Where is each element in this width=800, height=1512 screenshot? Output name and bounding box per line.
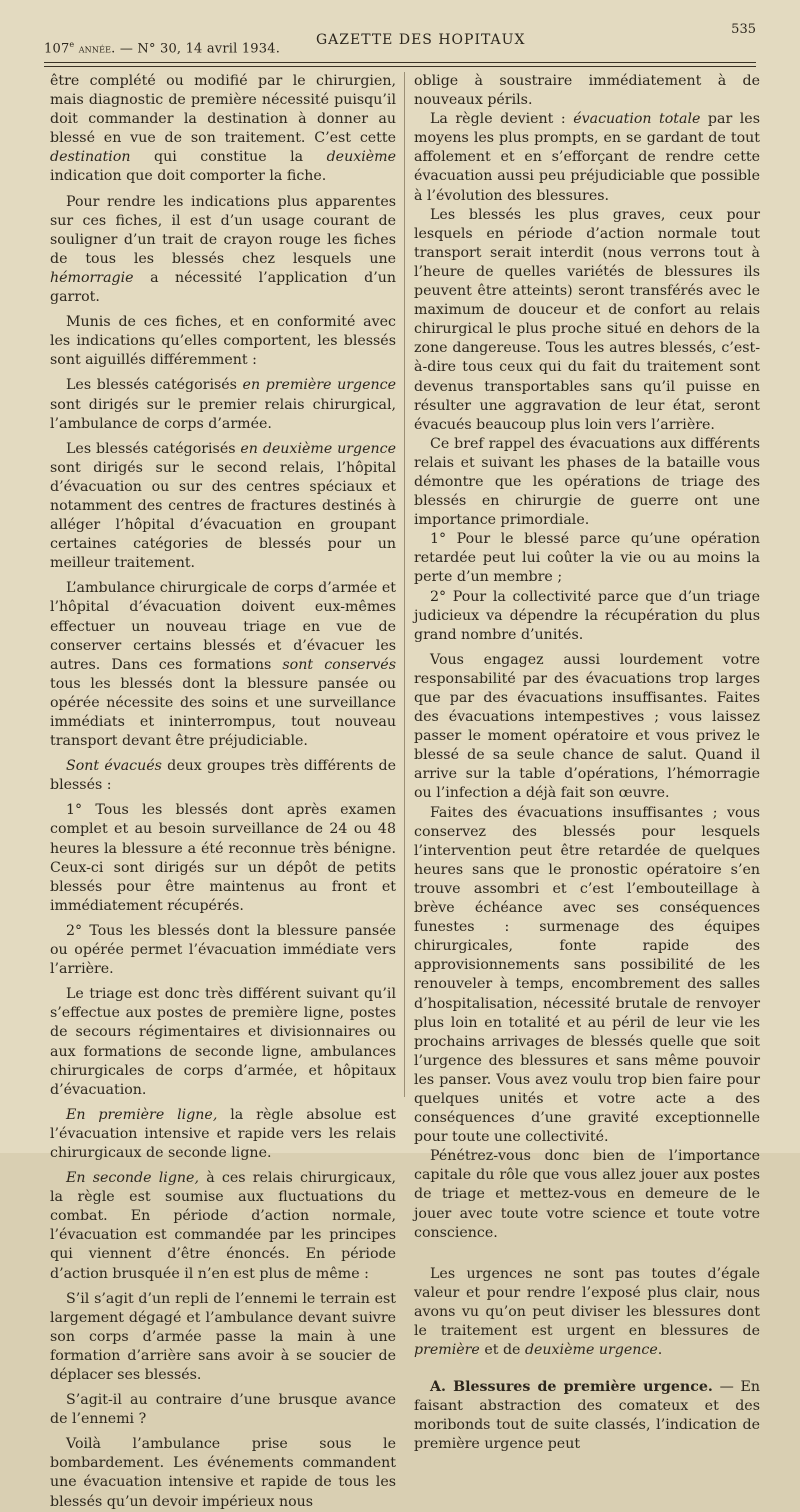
section-heading-paragraph: A. Blessures de première urgence. — En faisant abstraction des comateux et des moribonds tout de suite classés, l’indication de première urgence peut: [414, 1379, 760, 1453]
paragraph: 1° Pour le blessé parce qu’une opération retardée peut lui coûter la vie ou au moins la perte d’un membre ;: [414, 531, 760, 586]
paragraph: 2° Pour la collectivité parce que d’un triage judicieux va dépendre la récupération du plus grand nombre d’unités.: [414, 588, 760, 643]
paragraph: Les blessés catégorisés en première urgence sont dirigés sur le premier relais chirurgical, l’ambulance de corps d’armée.: [50, 377, 396, 432]
page-header: [44, 22, 756, 56]
paragraph: Munis de ces fiches, et en conformité avec les indications qu’elles comportent, les blessés sont aiguillés différemment :: [50, 314, 396, 369]
paragraph: Le triage est donc très différent suivant qu’il s’effectue aux postes de première ligne, postes de secours régimentaires et divisionnaires ou aux formations de seconde ligne, ambulances chirurgicales de corps d’armée, et hôpitaux d’évacuation.: [50, 986, 396, 1098]
paragraph: Ce bref rappel des évacuations aux différents relais et suivant les phases de la bataille vous démontre que les opérations de triage des blessés en chirurgie de guerre ont une importance primordiale.: [414, 435, 760, 529]
paragraph: Sont évacués deux groupes très différents de blessés :: [50, 758, 396, 794]
paragraph: En seconde ligne, à ces relais chirurgicaux, la règle est soumise aux fluctuations du combat. En période d’action normale, l’évacuation est commandée par les principes qui viennent d’être énoncés. En période d’action brusquée il n’en est plus de même :: [50, 1170, 397, 1282]
paragraph: En première ligne, la règle absolue est l’évacuation intensive et rapide vers les relais chirurgicaux de seconde ligne.: [50, 1106, 396, 1161]
paragraph: Faites des évacuations insuffisantes ; vous conservez des blessés pour lesquels l’intervention peut être retardée de quelques heures sans que le pronostic opératoire s’en trouve assombri et c’est l’embouteillage à brève échéance avec ses conséquences funestes : surmenage des équipes chirurgicales, fonte rapide des approvisionnements sans possibilité de les renouveler à temps, encombrement des salles d’hospitalisation, nécessité brutale de renvoyer plus loin en totalité et au péril de leur vie les prochains arrivages de blessés quelle que soit l’urgence des blessures et sans même pouvoir les panser. Vous avez voulu trop bien faire pour quelques unités et votre acte a des conséquences d’une gravité exceptionnelle pour toute une collectivité.: [414, 804, 760, 1146]
issue-number-sup: e: [69, 40, 75, 49]
header-rule-bottom: [44, 66, 756, 67]
section-heading: A. Blessures de première urgence.: [430, 1379, 713, 1396]
section-gap: [414, 1360, 760, 1378]
left-column: [50, 72, 396, 1512]
paragraph: être complété ou modifié par le chirurgien, mais diagnostic de première nécessité puisqu’il doit commander la destination à donner au blessé en vue de son traitement. C’est cette destination qui constitue la deuxième indication que doit comporter la fiche.: [50, 73, 396, 185]
journal-title: GAZETTE DES HOPITAUX: [316, 32, 526, 48]
paragraph: Pénétrez-vous donc bien de l’importance capitale du rôle que vous allez jouer aux postes de triage et mettez-vous en demeure de le jouer avec toute votre science et toute votre conscience.: [414, 1148, 760, 1241]
column-divider: [404, 72, 405, 1097]
paragraph: oblige à soustraire immédiatement à de nouveaux périls.: [414, 73, 760, 109]
section-gap: [414, 1243, 760, 1265]
paragraph: Pour rendre les indications plus apparentes sur ces fiches, il est d’un usage courant de souligner d’un trait de crayon rouge les fiches de tous les blessés chez lesquels une hémorragie a nécessité l’application d’un garrot.: [50, 193, 396, 306]
paragraph: Vous engagez aussi lourdement votre responsabilité par des évacuations trop larges que par des évacuations insuffisantes. Faites des évacuations intempestives ; vous laissez passer le moment opératoire et vous privez le blessé de sa seule chance de salut. Quand il arrive sur la table d’opérations, l’hémorragie ou l’infection a déjà fait son œuvre.: [414, 651, 760, 802]
issue-annee: année: [78, 41, 112, 56]
right-column: [414, 72, 760, 1455]
paragraph: S’il s’agit d’un repli de l’ennemi le terrain est largement dégagé et l’ambulance devant suivre son corps d’armée passe la main à une formation d’arrière sans avoir à se soucier de déplacer ses blessés.: [50, 1290, 396, 1383]
paragraph: La règle devient : évacuation totale par les moyens les plus prompts, en se gardant de tout affolement et en s’efforçant de rendre cette évacuation aussi peu préjudiciable que possible à l’évolution des blessures.: [414, 111, 760, 204]
paragraph: L’ambulance chirurgicale de corps d’armée et l’hôpital d’évacuation doivent eux-mêmes effectuer un nouveau triage en vue de conserver certains blessés et d’évacuer les autres. Dans ces formations sont conservés tous les blessés dont la blessure pansée ou opérée nécessite des soins et une surveillance immédiats et ininterrompus, tout nouveau transport devant être préjudiciable.: [50, 580, 396, 750]
paragraph: 2° Tous les blessés dont la blessure pansée ou opérée permet l’évacuation immédiate vers l’arrière.: [50, 922, 396, 978]
paragraph: S’agit-il au contraire d’une brusque avance de l’ennemi ?: [50, 1392, 396, 1428]
issue-info: [44, 40, 280, 56]
paragraph: Voilà l’ambulance prise sous le bombardement. Les événements commandent une évacuation intensive et rapide de tous les blessés qu’un devoir impérieux nous: [50, 1436, 396, 1510]
paragraph: Les blessés catégorisés en deuxième urgence sont dirigés sur le second relais, l’hôpital d’évacuation ou sur des centres spéciaux et notamment des centres de fractures destinés à alléger l’hôpital d’évacuation en groupant certaines catégories de blessés pour un meilleur traitement.: [50, 440, 396, 572]
paragraph: Les blessés les plus graves, ceux pour lesquels en période d’action normale tout transport serait interdit (nous verrons tout à l’heure de quelles variétés de blessures ils peuvent être atteints) seront transférés avec le maximum de douceur et de confort au relais chirurgical le plus proche situé en dehors de la zone dangereuse. Tous les autres blessés, c’est-à-dire tous ceux qui du fait du traitement sont devenus transportables sans qu’il puisse en résulter une aggravation de leur état, seront évacués beaucoup plus loin vers l’arrière.: [414, 206, 760, 433]
page-number: 535: [731, 22, 756, 37]
paragraph: 1° Tous les blessés dont après examen complet et au besoin surveillance de 24 ou 48 heures la blessure a été reconnue très bénigne. Ceux-ci sont dirigés sur un dépôt de petits blessés pour être maintenus au front et immédiatement récupérés.: [50, 802, 396, 914]
paragraph: Les urgences ne sont pas toutes d’égale valeur et pour rendre l’exposé plus clair, nous avons vu qu’on peut diviser les blessures dont le traitement est urgent en blessures de première et de deuxième urgence.: [414, 1265, 760, 1359]
header-rule-top: [44, 62, 756, 63]
issue-date: . — N° 30, 14 avril 1934.: [111, 41, 281, 57]
issue-number: 107: [44, 41, 70, 57]
